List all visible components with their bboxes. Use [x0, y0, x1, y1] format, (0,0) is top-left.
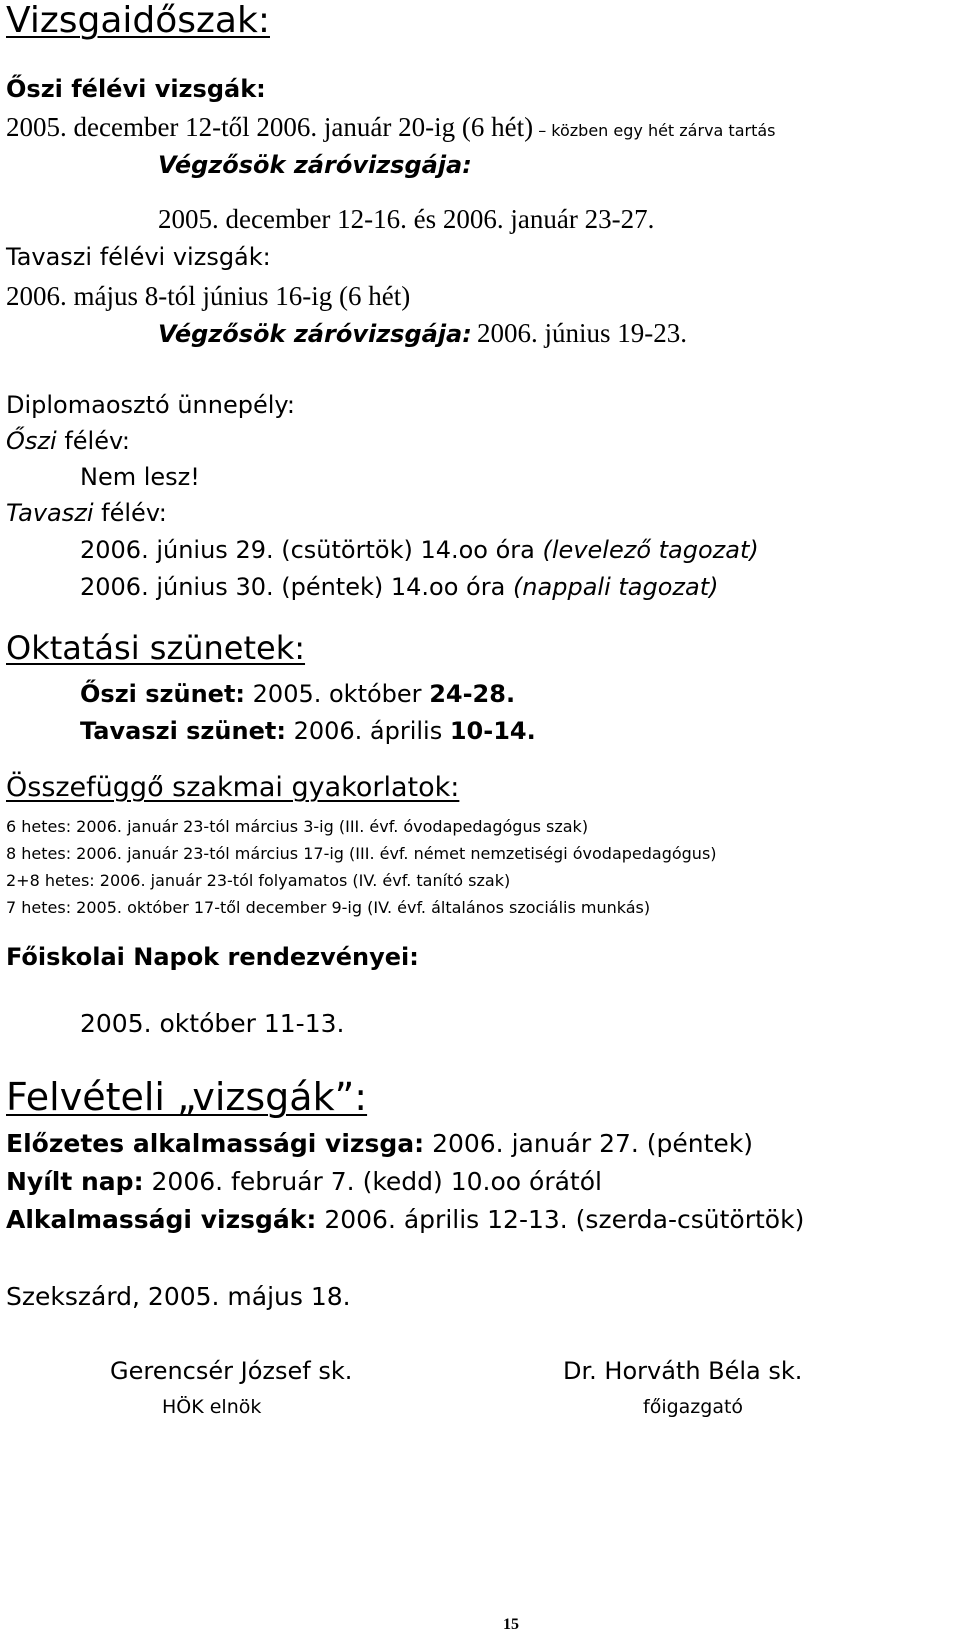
graduates-spring-dates: 2006. június 19-23. [476, 318, 687, 348]
graduates-spring-line [158, 318, 687, 349]
spring-word: Tavaszi [6, 499, 94, 527]
graduation-ceremony-heading: Diplomaosztó ünnepély: [6, 391, 295, 419]
college-days-heading: Főiskolai Napok rendezvényei: [6, 943, 419, 971]
graduates-autumn-dates: 2005. december 12-16. és 2006. január 23-27. [158, 204, 655, 234]
signature-right-role: főigazgató [643, 1396, 744, 1418]
autumn-exams-note: – közben egy hét zárva tartás [538, 121, 776, 140]
aptitude-exam-label: Alkalmassági vizsgák: [6, 1205, 317, 1234]
internship-item: 8 hetes: 2006. január 23-tól március 17-ig (III. évf. német nemzetiségi óvodapedagógus) [6, 844, 717, 863]
spring-semester-label [6, 500, 167, 528]
autumn-break-label: Őszi szünet: [80, 680, 246, 708]
signature-left-name: Gerencsér József sk. [110, 1357, 353, 1385]
preliminary-exam-value: 2006. január 27. (péntek) [432, 1129, 754, 1158]
autumn-break-days: 24-28. [429, 680, 516, 708]
semester-word: félév: [64, 427, 130, 455]
autumn-exams-label: Őszi félévi vizsgák: [6, 75, 266, 103]
spring-semester-word: félév: [101, 499, 167, 527]
autumn-semester-label [6, 428, 130, 456]
autumn-break-row [80, 681, 515, 709]
internship-item: 2+8 hetes: 2006. január 23-tól folyamatos (IV. évf. tanító szak) [6, 871, 511, 890]
ceremony-note-1: (levelező tagozat) [542, 536, 759, 564]
spring-break-date: 2006. április [293, 717, 443, 745]
admission-row-aptitude [6, 1206, 804, 1235]
autumn-ceremony-value: Nem lesz! [80, 463, 200, 491]
open-day-label: Nyílt nap: [6, 1167, 144, 1196]
open-day-value: 2006. február 7. (kedd) 10.oo órától [151, 1167, 602, 1196]
ceremony-date-1: 2006. június 29. (csütörtök) 14.oo óra [80, 536, 535, 564]
spring-exams-dates: 2006. május 8-tól június 16-ig (6 hét) [6, 281, 411, 311]
college-days-date: 2005. október 11-13. [80, 1009, 345, 1038]
signature-right-name: Dr. Horváth Béla sk. [563, 1357, 803, 1385]
exam-period-heading: Vizsgaidőszak: [6, 0, 270, 41]
autumn-break-date: 2005. október [252, 680, 422, 708]
internship-item: 6 hetes: 2006. január 23-tól március 3-ig (III. évf. óvodapedagógus szak) [6, 817, 589, 836]
internship-item: 7 hetes: 2005. október 17-től december 9-ig (IV. évf. általános szociális munkás) [6, 898, 651, 917]
aptitude-exam-value: 2006. április 12-13. (szerda-csütörtök) [324, 1205, 805, 1234]
internships-heading: Összefüggő szakmai gyakorlatok: [6, 772, 460, 803]
admission-row-open-day [6, 1168, 602, 1197]
spring-break-days: 10-14. [449, 717, 536, 745]
preliminary-exam-label: Előzetes alkalmassági vizsga: [6, 1129, 425, 1158]
place-and-date: Szekszárd, 2005. május 18. [6, 1282, 351, 1311]
admission-exams-heading: Felvételi „vizsgák”: [6, 1075, 368, 1119]
signature-left-role: HÖK elnök [162, 1396, 262, 1418]
breaks-heading: Oktatási szünetek: [6, 629, 306, 667]
ceremony-date-2: 2006. június 30. (péntek) 14.oo óra [80, 573, 506, 601]
ceremony-row-fulltime [80, 574, 718, 602]
graduates-final-exam-label: Végzősök záróvizsgája: [158, 151, 472, 179]
ceremony-row-correspondence [80, 537, 759, 565]
graduates-spring-label: Végzősök záróvizsgája: [158, 320, 472, 348]
autumn-word: Őszi [6, 427, 57, 455]
spring-break-row [80, 718, 536, 746]
autumn-exams-dates: 2005. december 12-től 2006. január 20-ig (6 hét) [6, 112, 534, 142]
autumn-exams-line [6, 112, 776, 143]
page-number: 15 [503, 1616, 519, 1633]
spring-break-label: Tavaszi szünet: [80, 717, 286, 745]
ceremony-note-2: (nappali tagozat) [512, 573, 719, 601]
admission-row-preliminary [6, 1130, 753, 1159]
spring-exams-label: Tavaszi félévi vizsgák: [6, 243, 271, 271]
